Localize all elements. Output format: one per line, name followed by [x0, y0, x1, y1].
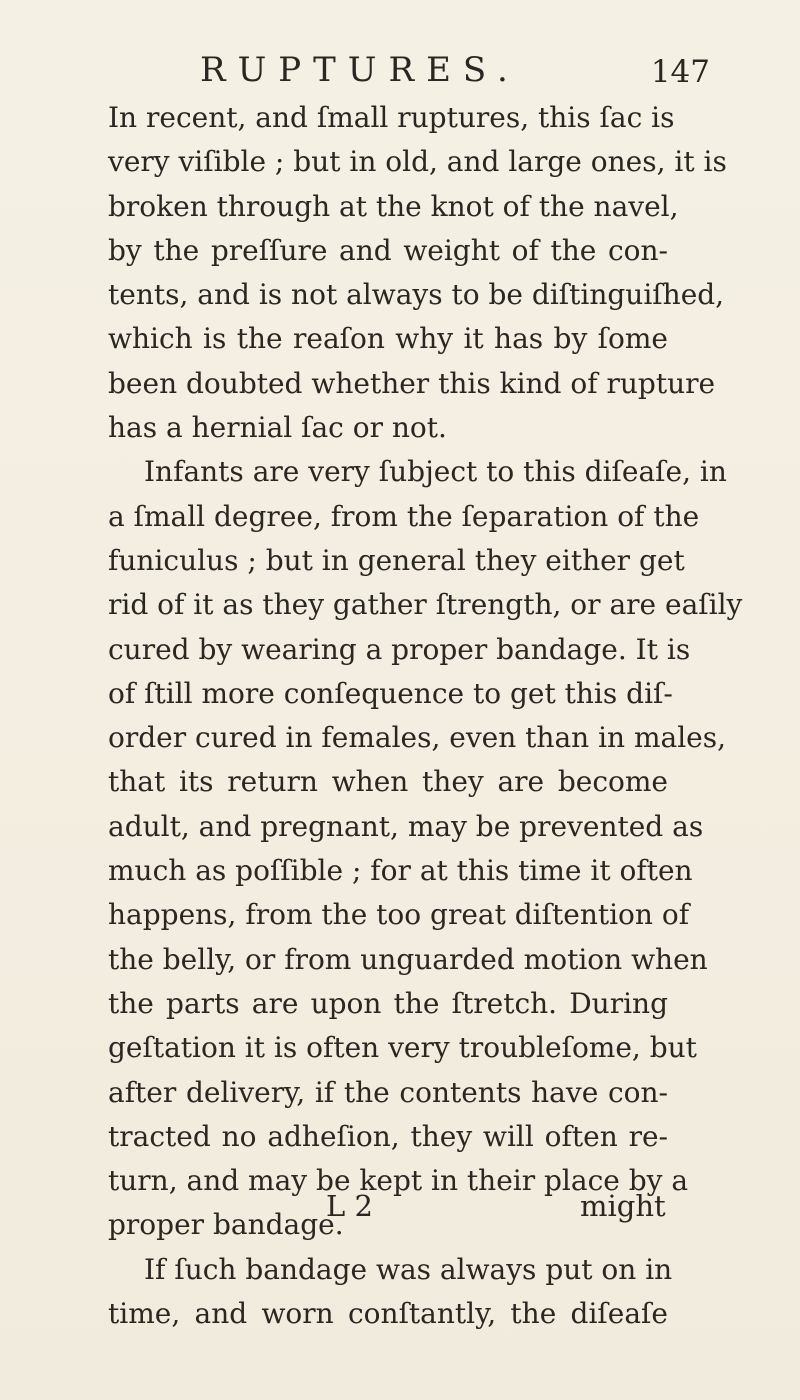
text-line: broken through at the knot of the navel,: [108, 189, 679, 223]
body-text: [108, 96, 743, 1336]
text-line: the belly, or from unguarded motion when: [108, 942, 708, 976]
text-line: very viſible ; but in old, and large ones, it is: [108, 145, 727, 179]
page-footer: [0, 1184, 800, 1228]
text-line: funiculus ; but in general they either get: [108, 543, 685, 577]
text-line: geſtation it is often very troubleſome, but: [108, 1031, 697, 1065]
text-line: a ſmall degree, from the ſeparation of the: [108, 499, 700, 533]
text-line: has a hernial ſac or not.: [108, 411, 447, 445]
text-line: by the preſſure and weight of the con-: [108, 233, 668, 267]
text-line: been doubted whether this kind of rupture: [108, 366, 716, 400]
running-head: [200, 48, 720, 92]
catchword: might: [580, 1189, 666, 1223]
text-line: time, and worn conſtantly, the diſeaſe: [108, 1297, 668, 1331]
text-line: the parts are upon the ſtretch. During: [108, 986, 668, 1020]
text-line: turn, and may be kept in their place by a: [108, 1164, 689, 1198]
text-line: which is the reaſon why it has by ſome: [108, 322, 668, 356]
text-line: Infants are very ſubject to this diſeaſe, in: [144, 455, 727, 489]
signature-mark: L 2: [326, 1189, 373, 1223]
page-number: 147: [650, 54, 710, 90]
text-line: tents, and is not always to be diſtinguiſhed,: [108, 278, 725, 312]
text-line: tracted no adheſion, they will often re-: [108, 1119, 668, 1153]
text-line: that its return when they are become: [108, 765, 668, 799]
text-line: proper bandage.: [108, 1208, 344, 1242]
running-title: RUPTURES.: [200, 50, 520, 90]
text-line: rid of it as they gather ſtrength, or are eaſily: [108, 588, 743, 622]
text-line: In recent, and ſmall ruptures, this ſac is: [108, 101, 675, 134]
text-line: order cured in females, even than in males,: [108, 721, 727, 755]
text-line: much as poſſible ; for at this time it often: [108, 854, 693, 888]
text-line: cured by wearing a proper bandage. It is: [108, 632, 691, 666]
text-line: If ſuch bandage was always put on in: [144, 1252, 673, 1286]
text-line: of ſtill more conſequence to get this diſ-: [108, 676, 673, 710]
text-line: happens, from the too great diſtention of: [108, 898, 690, 932]
text-line: after delivery, if the contents have con-: [108, 1075, 668, 1109]
text-line: adult, and pregnant, may be prevented as: [108, 809, 704, 843]
